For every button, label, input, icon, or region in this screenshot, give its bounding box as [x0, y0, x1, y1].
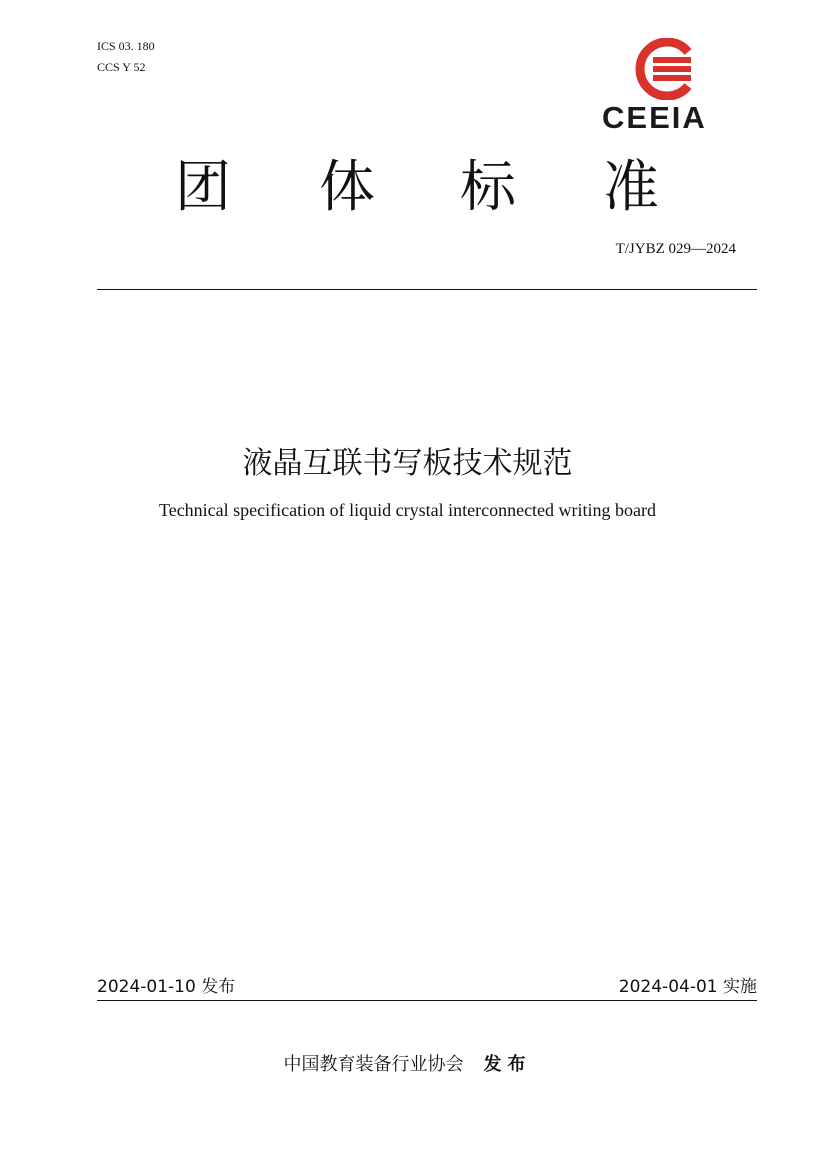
logo-text: CEEIA — [602, 100, 707, 135]
footer-divider — [97, 1000, 757, 1001]
standard-code: T/JYBZ 029—2024 — [615, 241, 736, 257]
implement-date: 2024-04-01 实施 — [618, 977, 757, 997]
publisher-verb: 发布 — [483, 1054, 532, 1075]
standard-type-char: 团 — [175, 155, 231, 220]
standard-type-char: 标 — [460, 155, 516, 220]
classification-codes — [97, 36, 155, 78]
publisher-line — [0, 1050, 815, 1076]
standard-type-char: 体 — [319, 155, 375, 220]
publisher-name: 中国教育装备行业协会 — [283, 1054, 464, 1075]
ccs-code: CCS Y 52 — [97, 60, 146, 74]
header-divider — [97, 289, 757, 290]
ceeia-logo-icon — [590, 38, 738, 100]
ceeia-logo — [590, 38, 738, 138]
standard-type-title — [0, 155, 815, 225]
ics-code: ICS 03. 180 — [97, 39, 155, 53]
standard-type-char: 准 — [603, 155, 659, 220]
document-title-en: Technical specification of liquid crystal interconnected writing board — [158, 500, 657, 520]
publish-date: 2024-01-10 发布 — [97, 977, 236, 997]
document-title-cn: 液晶互联书写板技术规范 — [242, 446, 573, 481]
